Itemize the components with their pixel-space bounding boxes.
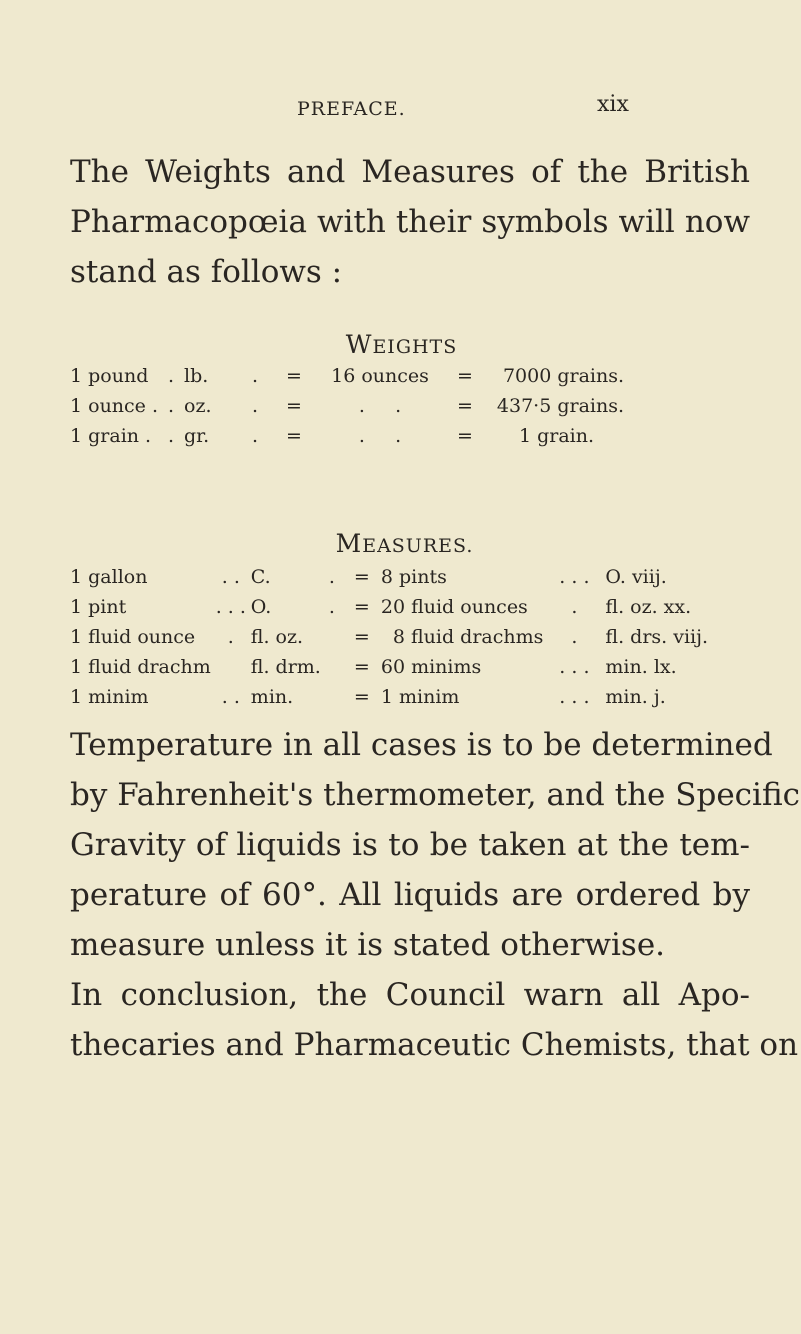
conclusion-paragraph [70, 970, 799, 1070]
text-line: thecaries and Pharmaceutic Chemists, that on [70, 1027, 799, 1063]
measures-table [70, 562, 755, 712]
text-line: measure unless it is stated otherwise. [70, 927, 666, 963]
table-row: 1 ounce . . oz. . = . . = 437·5 grains. [70, 395, 625, 417]
table-row: 1 gallon . . C. . = 8 pints . . . O. viij. [70, 566, 667, 588]
page-number: xix [597, 92, 629, 117]
table-row: 1 pint . . . O. . = 20 fluid ounces . fl. oz. xx. [70, 596, 692, 618]
table-row: 1 grain . . gr. . = . . = 1 grain. [70, 425, 595, 447]
text-line: by Fahrenheit's thermometer, and the Specific [70, 777, 800, 813]
text-line: perature of 60°. All liquids are ordered by [70, 877, 750, 913]
intro-paragraph [70, 147, 750, 297]
running-head: PREFACE. [297, 98, 406, 120]
text-line: Pharmacopœia with their symbols will now [70, 204, 750, 240]
text-line: Temperature in all cases is to be determined [70, 727, 773, 763]
page-header [0, 92, 801, 138]
text-line: In conclusion, the Council warn all Apo- [70, 977, 750, 1013]
measures-heading: MEASURES. [335, 529, 474, 558]
temperature-paragraph [70, 720, 800, 970]
weights-table [70, 361, 624, 451]
table-row: 1 minim . . min. = 1 minim . . . min. j. [70, 686, 666, 708]
table-row: 1 fluid drachm fl. drm. = 60 minims . . . min. lx. [70, 656, 677, 678]
weights-heading: WEIGHTS [345, 330, 458, 359]
text-line: Gravity of liquids is to be taken at the tem- [70, 827, 750, 863]
text-line: The Weights and Measures of the British [70, 154, 750, 190]
table-row: 1 pound . lb. . = 16 ounces = 7000 grains. [70, 365, 625, 387]
table-row: 1 fluid ounce . fl. oz. = 8 fluid drachms . fl. drs. viij. [70, 626, 709, 648]
text-line: stand as follows : [70, 254, 343, 290]
